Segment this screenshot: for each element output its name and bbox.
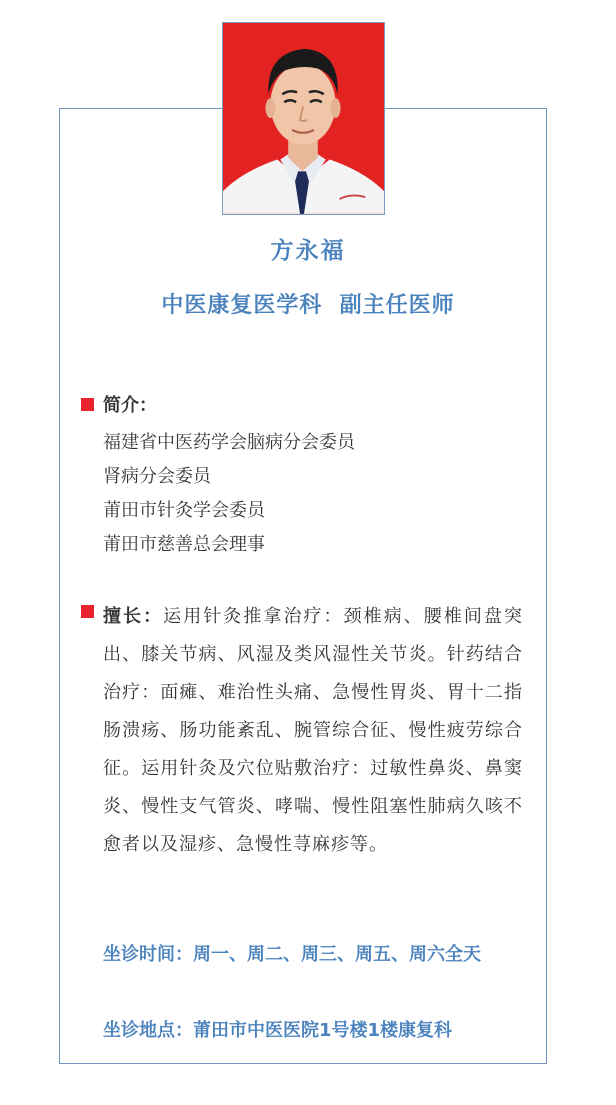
specialty-paragraph (103, 598, 523, 864)
specialty-text: 运用针灸推拿治疗：颈椎病、腰椎间盘突出、膝关节病、风湿及类风湿性关节炎。针药结合治疗：面瘫、难治性头痛、急慢性胃炎、胃十二指肠溃疡、肠功能紊乱、腕管综合征、慢性疲劳综合征。运用针灸及穴位贴敷治疗：过敏性鼻炎、鼻窦炎、慢性支气管炎、哮喘、慢性阻塞性肺病久咳不愈者以及湿疹、急慢性荨麻疹等。 (103, 606, 524, 855)
doctor-title: 中医康复医学科 副主任医师 (161, 293, 455, 318)
schedule-line (103, 938, 523, 972)
doctor-portrait-icon (223, 23, 384, 214)
intro-list (103, 426, 533, 562)
intro-item: 肾病分会委员 (103, 466, 211, 487)
location-label: 坐诊地点： (103, 1020, 193, 1041)
schedule-label: 坐诊时间： (103, 944, 193, 965)
schedule-value: 周一、周二、周三、周五、周六全天 (193, 944, 481, 965)
intro-item: 莆田市针灸学会委员 (103, 500, 265, 521)
intro-marker-icon (81, 398, 94, 411)
intro-heading (103, 394, 157, 418)
doctor-name: 方永福 (270, 238, 346, 264)
intro-item: 福建省中医药学会脑病分会委员 (103, 432, 355, 453)
intro-label: 简介： (103, 395, 157, 416)
specialty-marker-icon (81, 605, 94, 618)
location-line (103, 1014, 533, 1048)
doctor-photo (222, 22, 385, 215)
location-value: 莆田市中医医院1号楼1楼康复科 (193, 1020, 453, 1041)
specialty-label: 擅长： (103, 606, 164, 627)
intro-item: 莆田市慈善总会理事 (103, 534, 265, 555)
